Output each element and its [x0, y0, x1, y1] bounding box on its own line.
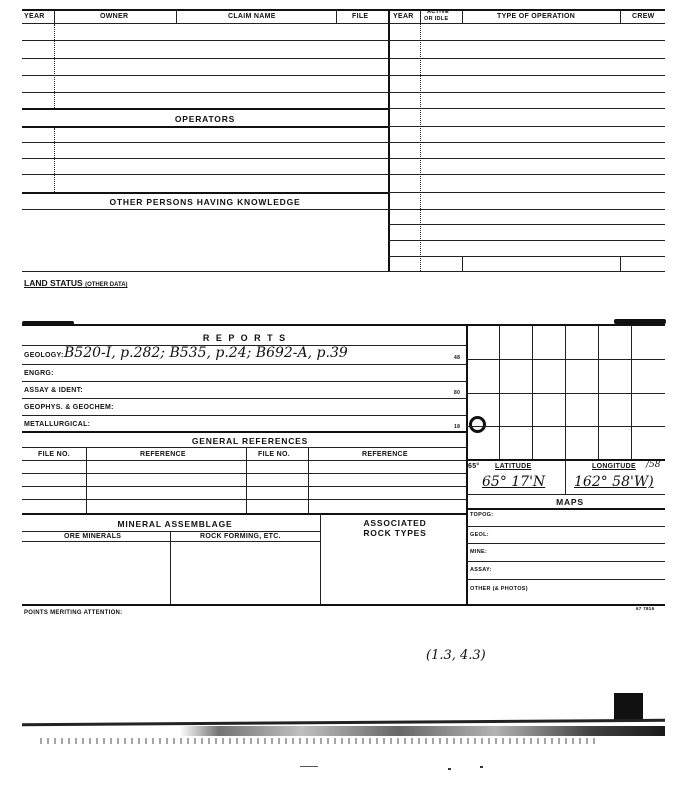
row-rule-heavy	[466, 508, 665, 510]
row-rule-heavy	[22, 431, 466, 433]
other-persons-label: OTHER PERSONS HAVING KNOWLEDGE	[109, 197, 301, 207]
col-rock-forming: ROCK FORMING, ETC.	[200, 533, 281, 540]
row-rule-heavy	[22, 513, 466, 515]
row-rule	[22, 92, 388, 93]
row-rule	[388, 40, 665, 41]
row-rule	[22, 174, 388, 175]
col-divider	[620, 256, 621, 271]
header-divider	[336, 9, 337, 23]
row-rule	[466, 494, 665, 495]
land-status-label	[24, 278, 128, 288]
row-rule	[466, 561, 665, 562]
associated-line2: ROCK TYPES	[363, 528, 427, 538]
header-year-2: YEAR	[393, 13, 414, 20]
report-label-engrg: ENGRG:	[24, 370, 54, 377]
row-rule	[388, 174, 665, 175]
row-rule	[22, 398, 466, 399]
col-file-no: FILE NO.	[38, 451, 70, 458]
row-rule	[388, 92, 665, 93]
header-active: ACTIVE	[427, 9, 449, 15]
row-rule	[388, 58, 665, 59]
report-label-metallurgical: METALLURGICAL:	[24, 421, 91, 428]
row-rule	[388, 108, 665, 109]
grid-line	[565, 325, 566, 459]
report-label-geology: GEOLOGY:	[24, 352, 64, 359]
scan-speckle	[40, 738, 600, 744]
row-rule	[22, 58, 388, 59]
row-rule	[22, 473, 466, 474]
grid-line	[466, 359, 665, 360]
row-rule-heavy	[22, 192, 388, 194]
row-rule	[466, 579, 665, 580]
row-rule	[22, 541, 320, 542]
row-rule	[22, 75, 388, 76]
header-divider	[54, 9, 55, 23]
points-meriting-attention: POINTS MERITING ATTENTION:	[24, 610, 123, 616]
maps-geol: GEOL:	[470, 532, 489, 538]
report-num-metallurgical: 18	[454, 424, 461, 430]
header-or-idle: OR IDLE	[424, 16, 449, 22]
col-divider	[170, 531, 171, 604]
grid-line	[466, 393, 665, 394]
header-divider	[620, 9, 621, 23]
row-rule	[388, 75, 665, 76]
registration-mark	[614, 693, 643, 721]
row-rule	[388, 209, 665, 210]
row-rule	[388, 142, 665, 143]
row-rule	[22, 142, 388, 143]
grid-line	[499, 325, 500, 459]
col-divider	[246, 447, 247, 513]
header-claim-name: CLAIM NAME	[228, 13, 276, 20]
handwritten-annotation: (1.3, 4.3)	[426, 648, 486, 663]
scan-speckle	[448, 768, 451, 770]
table-bottom-rule	[22, 271, 665, 272]
row-rule	[22, 381, 466, 382]
grid-line	[532, 325, 533, 459]
row-rule	[388, 192, 665, 193]
lon-suffix: /58	[646, 460, 661, 470]
report-num-assay: 80	[454, 390, 461, 396]
col-ore-minerals: ORE MINERALS	[64, 533, 122, 540]
scan-mark	[614, 319, 666, 324]
col-reference: REFERENCE	[140, 451, 186, 458]
header-divider	[462, 9, 463, 23]
general-references-title: GENERAL REFERENCES	[191, 436, 309, 446]
row-rule-heavy	[22, 126, 388, 128]
col-divider	[86, 447, 87, 513]
row-rule	[22, 499, 466, 500]
lat-lon-divider	[565, 459, 566, 494]
mineral-assemblage-title: MINERAL ASSEMBLAGE	[117, 519, 233, 529]
maps-other: OTHER (& PHOTOS)	[470, 586, 528, 592]
report-num-geology: 48	[454, 355, 461, 361]
center-divider	[388, 9, 390, 271]
row-rule	[22, 460, 466, 461]
maps-title: MAPS	[556, 497, 584, 507]
header-bottom-rule	[22, 23, 665, 24]
row-rule	[22, 364, 466, 365]
maps-topog: TOPOG:	[470, 512, 494, 518]
header-type-of-operation: TYPE OF OPERATION	[497, 13, 576, 20]
land-status-title: LAND STATUS	[24, 278, 83, 288]
maps-mine: MINE:	[470, 549, 488, 555]
reports-title: R E P O R T S	[202, 333, 288, 343]
scan-speckle	[300, 766, 318, 767]
col-divider	[320, 513, 321, 604]
col-divider	[308, 447, 309, 513]
row-rule	[388, 158, 665, 159]
header-crew: CREW	[632, 13, 655, 20]
row-rule	[388, 240, 665, 241]
report-label-geophys: GEOPHYS. & GEOCHEM:	[24, 404, 114, 411]
row-rule	[22, 209, 388, 210]
col-file-no-2: FILE NO.	[258, 451, 290, 458]
latitude-value: 65° 17'N	[482, 474, 546, 490]
maps-assay: ASSAY:	[470, 567, 492, 573]
row-rule	[22, 415, 466, 416]
col-divider	[462, 256, 463, 271]
grid-line	[631, 325, 632, 459]
report-label-assay: ASSAY & IDENT:	[24, 387, 84, 394]
year-col-dotted	[54, 24, 55, 108]
reports-top-rule	[22, 324, 665, 326]
punch-hole-icon	[469, 416, 486, 433]
year-col-dotted	[420, 24, 421, 271]
row-rule-heavy	[22, 108, 388, 110]
row-rule	[22, 447, 466, 448]
row-rule	[22, 486, 466, 487]
operators-label: OPERATORS	[174, 114, 236, 124]
associated-line1: ASSOCIATED	[363, 518, 427, 528]
row-rule	[22, 40, 388, 41]
header-year: YEAR	[24, 13, 45, 20]
bottom-rule	[22, 604, 665, 606]
row-rule	[466, 526, 665, 527]
scan-speckle	[480, 766, 483, 768]
top-border	[22, 9, 665, 11]
row-rule	[22, 531, 320, 532]
header-owner: OWNER	[100, 13, 129, 20]
year-col-dotted	[54, 128, 55, 192]
longitude-value: 162° 58'W)	[574, 474, 654, 490]
latitude-label: LATITUDE	[495, 463, 532, 470]
header-file: FILE	[352, 13, 369, 20]
land-status-sub: (OTHER DATA)	[85, 282, 128, 288]
longitude-label: LONGITUDE	[592, 463, 636, 470]
row-rule	[388, 126, 665, 127]
row-rule	[22, 158, 388, 159]
header-divider	[176, 9, 177, 23]
header-divider	[420, 9, 421, 23]
grid-line	[466, 426, 665, 427]
row-rule	[388, 256, 665, 257]
scan-streak	[180, 726, 665, 736]
row-rule	[466, 543, 665, 544]
lat-prefix: 65°	[468, 463, 480, 470]
col-reference-2: REFERENCE	[362, 451, 408, 458]
row-rule	[388, 224, 665, 225]
grid-line	[598, 325, 599, 459]
form-code: 67 7816	[636, 606, 655, 611]
report-value-geology: B520-I, p.282; B535, p.24; B692-A, p.39	[64, 345, 348, 361]
